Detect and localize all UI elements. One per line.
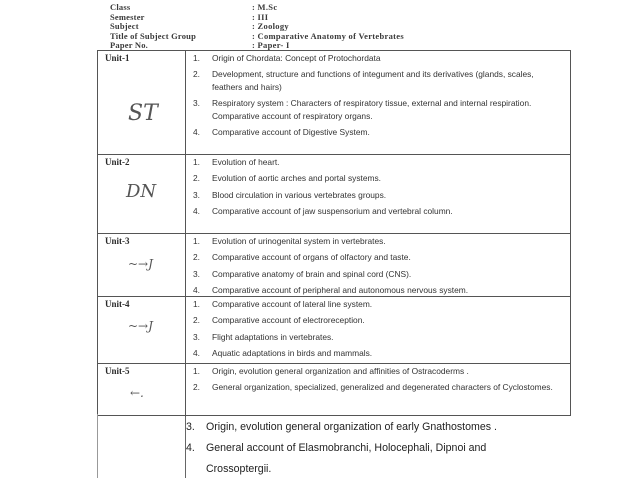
topic-number: 1. — [193, 366, 200, 376]
topic-number: 3. — [186, 421, 195, 433]
topic-text: Origin of Chordata: Concept of Protochordata — [212, 53, 381, 63]
unit-label: Unit-1 — [105, 53, 130, 63]
unit-row — [98, 233, 570, 296]
topic-text: Blood circulation in various vertebrates groups. — [212, 189, 387, 200]
unit-topic-list — [192, 52, 564, 143]
topic-number: 1. — [193, 299, 200, 309]
topic-number: 4. — [193, 206, 200, 217]
topic-number: 1. — [193, 157, 200, 167]
initials-signature: ST — [128, 101, 158, 126]
topic-text: Flight adaptations in vertebrates. — [212, 331, 334, 342]
topic-item — [192, 381, 564, 393]
topic-text: General organization, specialized, generalized and degenerated characters of Cyclostomes. — [212, 382, 553, 393]
topic-item — [192, 268, 564, 280]
continuation-section — [185, 417, 569, 478]
topic-number: 3. — [193, 189, 200, 200]
continued-topic-item — [186, 438, 569, 459]
topic-item — [192, 52, 564, 64]
unit-label-cell — [98, 364, 186, 417]
table-edge-line — [97, 414, 98, 478]
topic-text: Comparative anatomy of brain and spinal cord (CNS). — [212, 268, 412, 279]
header-key: Title of Subject Group — [110, 30, 197, 41]
topic-number: 2. — [193, 315, 200, 326]
initials-signature: ~→J — [128, 257, 153, 271]
topic-text: Comparative account of jaw suspensorium and vertebral column. — [212, 206, 453, 217]
continued-topic-item — [186, 459, 569, 480]
header-key: Class — [110, 2, 131, 12]
topic-number: 2. — [193, 173, 200, 184]
initials-signature: ←. — [130, 386, 144, 400]
header-value: : III — [252, 11, 269, 22]
topic-text: Evolution of aortic arches and portal systems. — [212, 173, 381, 184]
topic-number: 3. — [193, 331, 200, 342]
unit-label-cell — [98, 155, 186, 233]
topic-text: General account of Elasmobranchi, Holocephali, Dipnoi and — [206, 442, 487, 454]
header-value: : Comparative Anatomy of Vertebrates — [252, 30, 404, 41]
topic-item — [192, 172, 564, 184]
syllabus-table — [97, 50, 571, 416]
continued-topic-item — [186, 417, 569, 438]
topic-text: Comparative account of peripheral and autonomous nervous system. — [212, 285, 469, 296]
topic-item — [192, 331, 564, 343]
topic-text: Comparative account of organs of olfactory and taste. — [212, 252, 411, 263]
topic-number: 3. — [193, 268, 200, 279]
topic-number: 2. — [193, 382, 200, 393]
topic-number: 2. — [193, 69, 200, 80]
unit-label: Unit-5 — [105, 366, 130, 376]
unit-label-cell — [98, 51, 186, 154]
topic-number: 1. — [193, 53, 200, 63]
initials-signature: ~→J — [128, 319, 153, 333]
topic-item — [192, 156, 564, 168]
topic-item — [192, 97, 564, 122]
initials-signature: DN — [126, 181, 157, 202]
topic-number: 2. — [193, 252, 200, 263]
unit-label: Unit-3 — [105, 236, 130, 246]
header-key: Paper No. — [110, 40, 148, 51]
topic-item — [192, 284, 564, 296]
topic-item — [192, 68, 564, 93]
unit-topic-list — [192, 156, 564, 222]
topic-item — [192, 347, 564, 359]
header-value: : Zoology — [252, 21, 289, 32]
topic-item — [192, 251, 564, 263]
topic-text: Crossoptergii. — [206, 463, 272, 475]
topic-text: Aquatic adaptations in birds and mammals. — [212, 348, 373, 359]
unit-label: Unit-2 — [105, 157, 130, 167]
unit-row — [98, 154, 570, 233]
topic-item — [192, 314, 564, 326]
topic-number: 4. — [193, 285, 200, 296]
unit-row — [98, 51, 570, 154]
topic-number: 3. — [193, 98, 200, 109]
topic-text: Evolution of urinogenital system in vertebrates. — [212, 236, 386, 246]
topic-number: 4. — [193, 127, 200, 138]
topic-item — [192, 205, 564, 217]
header-value: : Paper- I — [252, 40, 290, 51]
unit-label-cell — [98, 234, 186, 296]
unit-row — [98, 363, 570, 417]
unit-label: Unit-4 — [105, 299, 130, 309]
header-key: Subject — [110, 21, 139, 32]
unit-label-cell — [98, 297, 186, 363]
unit-topic-list — [192, 298, 564, 364]
header-value: : M.Sc — [252, 2, 278, 12]
topic-text: Comparative account of electroreception. — [212, 315, 365, 326]
course-header — [110, 3, 404, 51]
topic-item — [192, 126, 564, 138]
topic-text: Respiratory system : Characters of respiratory tissue, external and internal respiration. Comparative account of respiratory organs. — [212, 98, 532, 121]
topic-text: Development, structure and functions of integument and its derivatives (glands, scales, feathers and hairs) — [212, 69, 534, 92]
topic-text: Evolution of heart. — [212, 157, 280, 167]
unit-topic-list — [192, 365, 564, 398]
topic-item — [192, 235, 564, 247]
topic-text: Comparative account of lateral line system. — [212, 299, 373, 309]
topic-number: 4. — [193, 348, 200, 359]
topic-number: 4. — [186, 442, 195, 454]
unit-row — [98, 296, 570, 363]
topic-text: Origin, evolution general organization of early Gnathostomes . — [206, 421, 497, 433]
topic-item — [192, 298, 564, 310]
topic-item — [192, 365, 564, 377]
header-key: Semester — [110, 11, 145, 22]
topic-number: 1. — [193, 236, 200, 246]
topic-text: Comparative account of Digestive System. — [212, 127, 370, 138]
unit-topic-list — [192, 235, 564, 301]
topic-text: Origin, evolution general organization and affinities of Ostracoderms . — [212, 366, 469, 376]
topic-item — [192, 189, 564, 201]
